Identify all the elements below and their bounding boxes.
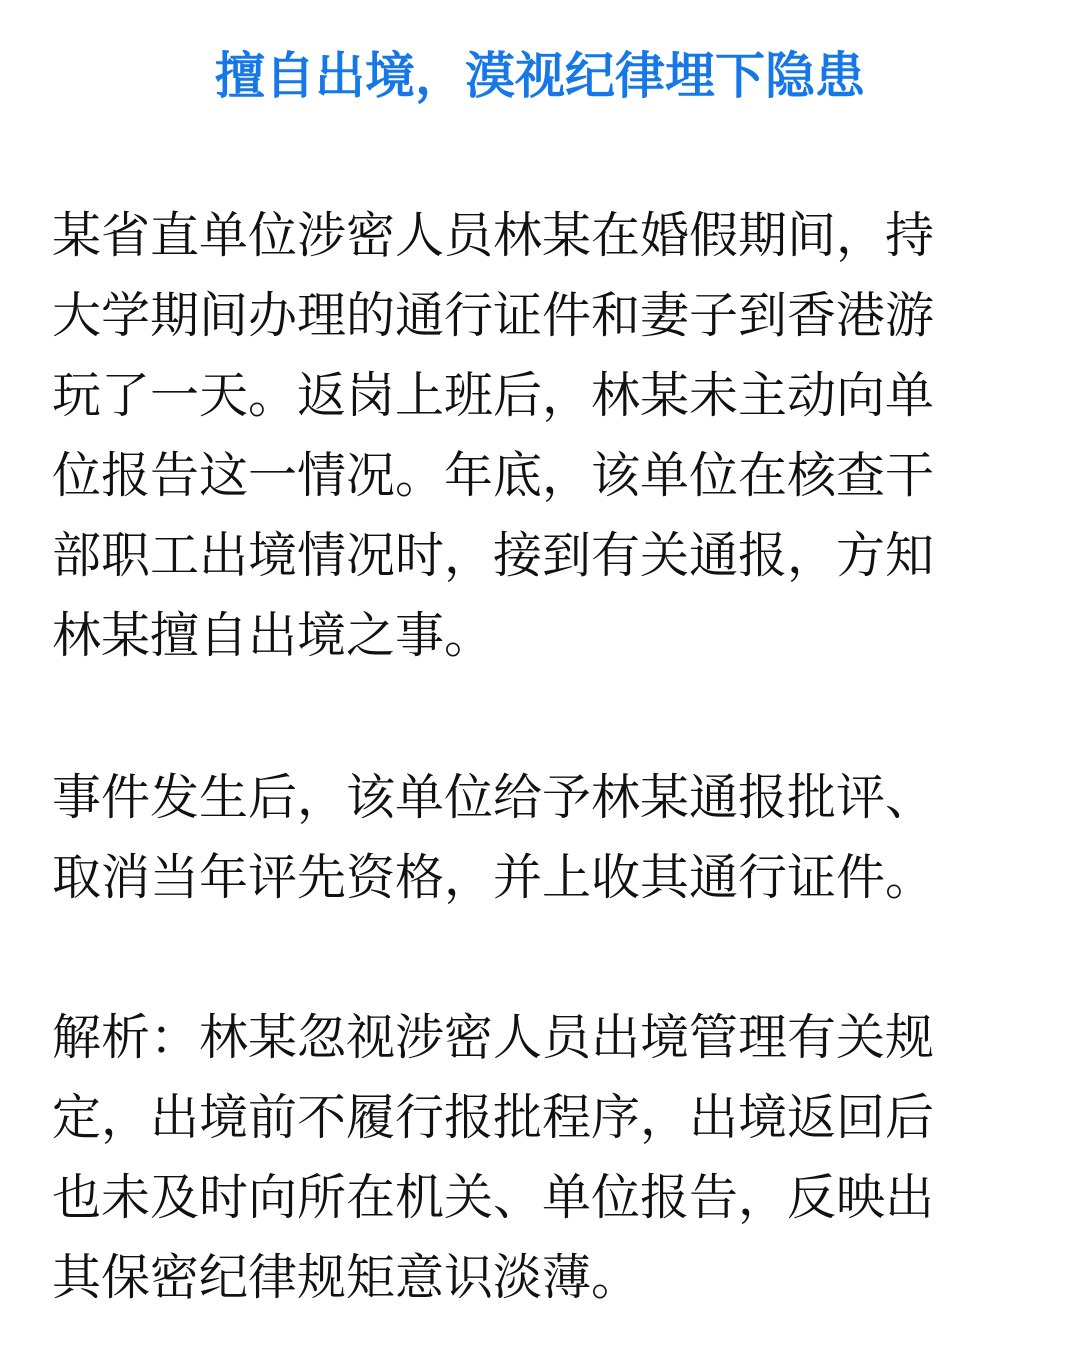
paragraph-analysis (52, 998, 1032, 1318)
paragraph-case (52, 196, 1032, 676)
paragraph-penalty (52, 758, 1032, 918)
paragraph-line: 解析：林某忽视涉密人员出境管理有关规 (52, 1009, 935, 1066)
paragraph-line: 事件发生后，该单位给予林某通报批评、 (52, 769, 935, 826)
paragraph-line: 其保密纪律规矩意识淡薄。 (52, 1249, 641, 1306)
paragraph-line: 取消当年评先资格，并上收其通行证件。 (52, 849, 935, 906)
paragraph-line: 大学期间办理的通行证件和妻子到香港游 (52, 287, 935, 344)
article-title: 擅自出境，漠视纪律埋下隐患 (215, 47, 865, 105)
paragraph-line: 位报告这一情况。年底，该单位在核查干 (52, 447, 935, 504)
paragraph-line: 某省直单位涉密人员林某在婚假期间，持 (52, 207, 935, 264)
paragraph-line: 也未及时向所在机关、单位报告，反映出 (52, 1169, 935, 1226)
paragraph-line: 玩了一天。返岗上班后，林某未主动向单 (52, 367, 935, 424)
paragraph-line: 定，出境前不履行报批程序，出境返回后 (52, 1089, 935, 1146)
paragraph-line: 林某擅自出境之事。 (52, 607, 494, 664)
paragraph-line: 部职工出境情况时，接到有关通报，方知 (52, 527, 935, 584)
